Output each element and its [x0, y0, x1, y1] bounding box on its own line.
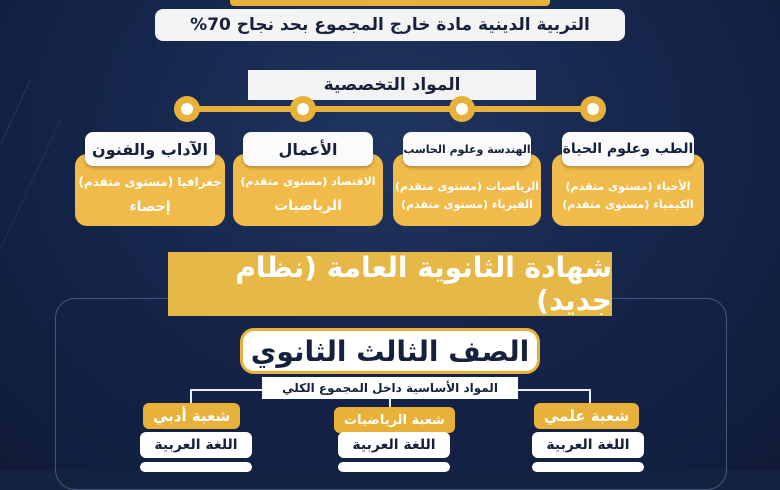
- track-title: الهندسة وعلوم الحاسب: [403, 132, 531, 166]
- connector-node: [580, 96, 606, 122]
- subject-item: إحصاء: [129, 199, 171, 216]
- connector-bar: [190, 106, 592, 112]
- branch-subject-partial: [338, 462, 450, 472]
- track-subjects: [75, 170, 225, 222]
- branch-subject: اللغة العربية: [532, 432, 644, 458]
- subject-item: جغرافيا (مستوى متقدم): [78, 175, 222, 190]
- subject-item: الفيزياء (مستوى متقدم): [401, 198, 533, 211]
- track-card-engineering: [393, 132, 541, 226]
- branch-subject: اللغة العربية: [140, 432, 252, 458]
- certificate-banner: شهادة الثانوية العامة (نظام جديد): [168, 252, 612, 316]
- branch-subject-partial: [140, 462, 252, 472]
- branch-title-math: شعبة الرياضيات: [334, 407, 455, 433]
- branch-subject: اللغة العربية: [338, 432, 450, 458]
- specialized-subjects-title: المواد التخصصية: [248, 70, 536, 100]
- branch-connector: [190, 389, 262, 391]
- subject-item: الاقتصاد (مستوى متقدم): [240, 175, 376, 189]
- branch-subject-partial: [532, 462, 644, 472]
- track-title: الآداب والفنون: [85, 132, 215, 166]
- religion-rule-banner: التربية الدينية مادة خارج المجموع بحد نجاح 70%: [155, 9, 625, 41]
- connector-node: [290, 96, 316, 122]
- track-title: الأعمال: [243, 132, 373, 166]
- grade-title: الصف الثالث الثانوي: [240, 328, 540, 374]
- subject-item: الرياضيات: [274, 198, 342, 215]
- connector-node: [174, 96, 200, 122]
- branch-connector: [389, 399, 391, 407]
- branch-title-literary: شعبة أدبي: [143, 403, 240, 429]
- track-subjects: [552, 170, 704, 222]
- branch-title-science: شعبة علمي: [534, 403, 639, 429]
- track-card-arts: [75, 132, 225, 226]
- subject-item: الرياضيات (مستوى متقدم): [394, 180, 540, 194]
- track-subjects: [393, 170, 541, 222]
- track-title: الطب وعلوم الحياة: [562, 132, 694, 166]
- track-subjects: [233, 170, 383, 222]
- top-gold-tab: [230, 0, 550, 6]
- branch-connector: [518, 389, 590, 391]
- basic-subjects-title: المواد الأساسية داخل المجموع الكلي: [262, 377, 518, 399]
- connector-node: [449, 96, 475, 122]
- subject-item: الأحياء (مستوى متقدم): [565, 180, 691, 194]
- track-card-business: [233, 132, 383, 226]
- track-card-medicine: [552, 132, 704, 226]
- subject-item: الكيمياء (مستوى متقدم): [562, 198, 694, 211]
